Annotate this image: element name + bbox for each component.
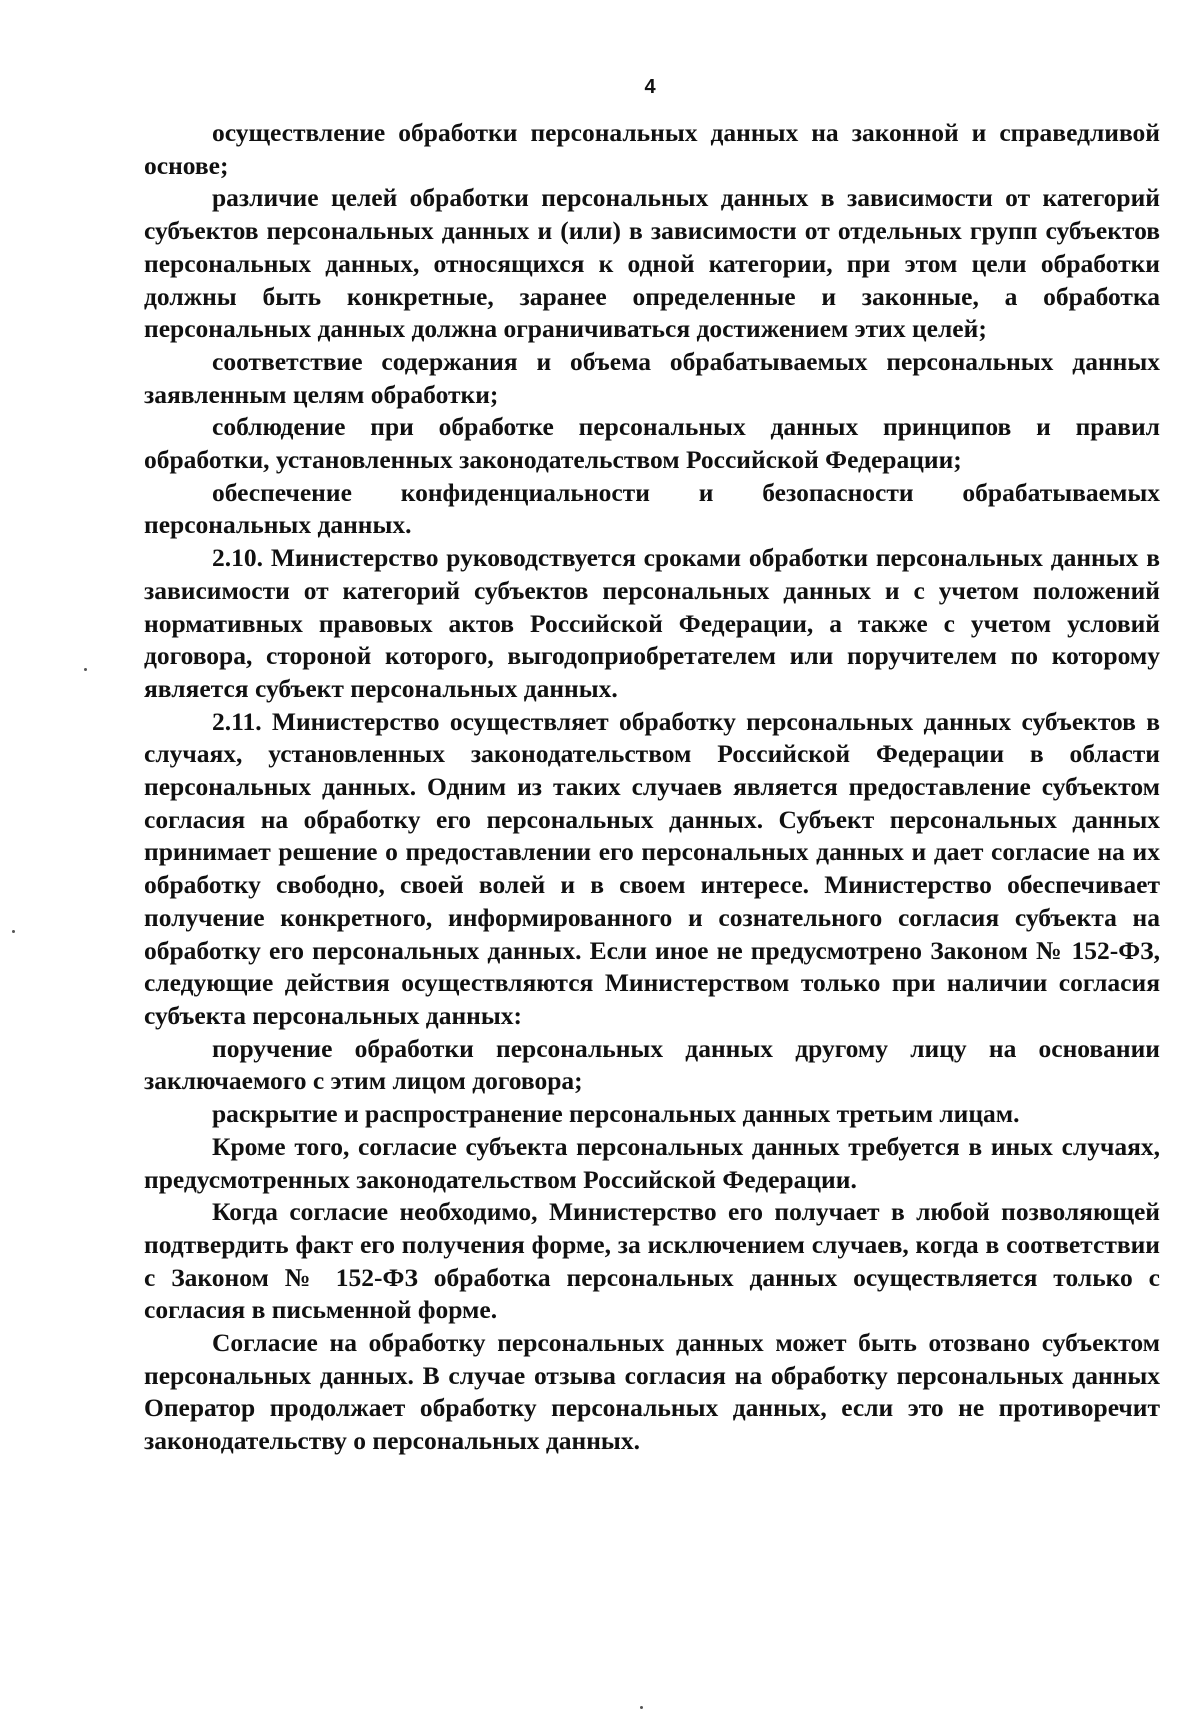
paragraph-consent-form: Когда согласие необходимо, Министерство его получает в любой позволяющей подтвердить факт его получения форме, за исключением случаев, когда в соответствии с Законом № 152-ФЗ обработка персональных данных осуществляется только с согласия в письменной форме. bbox=[144, 1197, 1160, 1325]
scan-speck bbox=[84, 668, 87, 671]
paragraph-confidentiality: обеспечение конфиденциальности и безопасности обрабатываемых персональных данных. bbox=[144, 477, 1160, 540]
scan-speck bbox=[12, 930, 15, 933]
paragraph-lawful-basis: осуществление обработки персональных данных на законной и справедливой основе; bbox=[144, 118, 1160, 180]
paragraph-other-cases: Кроме того, согласие субъекта персональных данных требуется в иных случаях, предусмотренных законодательством Российской Федерации. bbox=[144, 1131, 1160, 1194]
paragraph-disclosure: раскрытие и распространение персональных данных третьим лицам. bbox=[212, 1099, 1020, 1129]
paragraph-principles-compliance: соблюдение при обработке персональных данных принципов и правил обработки, установленных законодательством Российской Федерации; bbox=[144, 412, 1160, 475]
document-body bbox=[144, 117, 1160, 1458]
paragraph-consent-withdrawal: Согласие на обработку персональных данных может быть отозвано субъектом персональных данных. В случае отзыва согласия на обработку персональных данных Оператор продолжает обработку персональных данных, если это не противоречит законодательству о персональных данных. bbox=[144, 1328, 1160, 1456]
page-number: 4 bbox=[644, 76, 656, 98]
scan-speck bbox=[640, 1706, 643, 1709]
paragraph-assignment: поручение обработки персональных данных другому лицу на основании заключаемого с этим лицом договора; bbox=[144, 1033, 1160, 1096]
paragraph-2-10: 2.10. Министерство руководствуется сроками обработки персональных данных в зависимости от категорий субъектов персональных данных и с учетом положений нормативных правовых актов Российской Федерации, а также с учетом условий договора, стороной которого, выгодоприобретателем или поручителем по которому является субъект персональных данных. bbox=[144, 543, 1160, 703]
paragraph-content-conformity: соответствие содержания и объема обрабатываемых персональных данных заявленным целям обработки; bbox=[144, 346, 1160, 409]
paragraph-purpose-distinction: различие целей обработки персональных данных в зависимости от категорий субъектов персональных данных и (или) в зависимости от отдельных групп субъектов персональных данных, относящихся к одной категории, при этом цели обработки должны быть конкретные, заранее определенные и законные, а обработка персональных данных должна ограничиваться достижением этих целей; bbox=[144, 183, 1160, 344]
paragraph-2-11: 2.11. Министерство осуществляет обработку персональных данных субъектов в случаях, установленных законодательством Российской Федерации в области персональных данных. Одним из таких случаев является предоставление субъектом согласия на обработку его персональных данных. Субъект персональных данных принимает решение о предоставлении его персональных данных и дает согласие на их обработку свободно, своей волей и в своем интересе. Министерство обеспечивает получение конкретного, информированного и сознательного согласия субъекта на обработку его персональных данных. Если иное не предусмотрено Законом № 152-ФЗ, следующие действия осуществляются Министерством только при наличии согласия субъекта персональных данных: bbox=[144, 706, 1160, 1030]
